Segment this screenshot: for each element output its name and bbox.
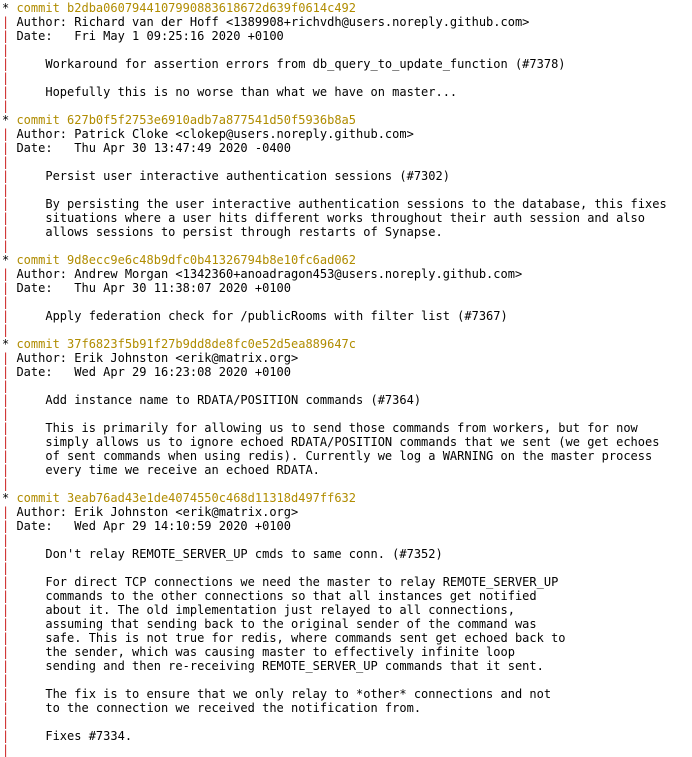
commit-date: Date: Wed Apr 29 14:10:59 2020 +0100 [9, 519, 291, 533]
commit-author-line [2, 127, 692, 141]
commit-message-line [2, 729, 692, 743]
commit-message-text: Apply federation check for /publicRooms with filter list (#7367) [9, 309, 508, 323]
graph-pipe: | [2, 183, 10, 197]
commit-header-line [2, 253, 692, 267]
graph-pipe: | [2, 617, 10, 631]
graph-node: * [2, 113, 17, 127]
commit-message-line [2, 547, 692, 561]
commit-message-line [2, 701, 692, 715]
commit-date-line [2, 281, 692, 295]
commit-date-line [2, 519, 692, 533]
commit-message-line [2, 197, 692, 211]
commit-hash: commit 37f6823f5b91f27b9dd8de8fc0e52d5ea889647c [16, 337, 357, 351]
commit-message-text: By persisting the user interactive authentication sessions to the database, this fixes [9, 197, 667, 211]
graph-pipe: | [2, 85, 10, 99]
graph-spacer-line [2, 407, 692, 421]
commit-header-line [2, 337, 692, 351]
commit-message-text: Don't relay REMOTE_SERVER_UP cmds to same conn. (#7352) [9, 547, 443, 561]
commit-message-text: situations where a user hits different works throughout their auth session and also [9, 211, 645, 225]
graph-pipe: | [2, 239, 10, 253]
commit-message-text: of sent commands when using redis). Currently we log a WARNING on the master process [9, 449, 653, 463]
graph-pipe: | [2, 379, 10, 393]
graph-spacer-line [2, 239, 692, 253]
commit-hash: commit 9d8ecc9e6c48b9dfc0b41326794b8e10fc6ad062 [16, 253, 357, 267]
graph-pipe: | [2, 267, 10, 281]
commit-message-text: This is primarily for allowing us to send those commands from workers, but for now [9, 421, 638, 435]
graph-spacer-line [2, 71, 692, 85]
graph-pipe: | [2, 309, 10, 323]
commit-message-line [2, 617, 692, 631]
commit-message-line [2, 309, 692, 323]
commit-hash: commit 3eab76ad43e1de4074550c468d11318d497ff632 [16, 491, 357, 505]
commit-message-text: Hopefully this is no worse than what we have on master... [9, 85, 458, 99]
graph-spacer-line [2, 183, 692, 197]
graph-pipe: | [2, 477, 10, 491]
graph-pipe: | [2, 463, 10, 477]
graph-pipe: | [2, 295, 10, 309]
graph-pipe: | [2, 533, 10, 547]
graph-pipe: | [2, 127, 10, 141]
graph-spacer-line [2, 155, 692, 169]
graph-node: * [2, 253, 17, 267]
commit-message-line [2, 449, 692, 463]
commit-message-text: Workaround for assertion errors from db_query_to_update_function (#7378) [9, 57, 566, 71]
commit-author: Author: Patrick Cloke <clokep@users.noreply.github.com> [9, 127, 414, 141]
graph-spacer-line [2, 323, 692, 337]
graph-pipe: | [2, 659, 10, 673]
commit-date: Date: Thu Apr 30 13:47:49 2020 -0400 [9, 141, 291, 155]
commit-message-text: assuming that sending back to the original sender of the command was [9, 617, 537, 631]
graph-pipe: | [2, 29, 10, 43]
graph-pipe: | [2, 547, 10, 561]
commit-author-line [2, 15, 692, 29]
commit-message-text: every time we receive an echoed RDATA. [9, 463, 320, 477]
graph-pipe: | [2, 603, 10, 617]
graph-spacer-line [2, 43, 692, 57]
graph-pipe: | [2, 71, 10, 85]
graph-pipe: | [2, 743, 10, 757]
graph-pipe: | [2, 351, 10, 365]
graph-pipe: | [2, 393, 10, 407]
commit-hash: commit b2dba0607944107990883618672d639f0614c492 [16, 1, 357, 15]
commit-message-text: Fixes #7334. [9, 729, 133, 743]
graph-pipe: | [2, 449, 10, 463]
commit-message-line [2, 645, 692, 659]
graph-spacer-line [2, 673, 692, 687]
graph-pipe: | [2, 323, 10, 337]
commit-message-line [2, 169, 692, 183]
commit-date-line [2, 29, 692, 43]
commit-message-line [2, 211, 692, 225]
commit-message-text: Add instance name to RDATA/POSITION commands (#7364) [9, 393, 422, 407]
graph-pipe: | [2, 645, 10, 659]
graph-spacer-line [2, 715, 692, 729]
commit-message-line [2, 575, 692, 589]
graph-pipe: | [2, 365, 10, 379]
commit-header-line [2, 113, 692, 127]
graph-spacer-line [2, 561, 692, 575]
commit-message-line [2, 435, 692, 449]
graph-pipe: | [2, 519, 10, 533]
commit-message-line [2, 85, 692, 99]
commit-date: Date: Wed Apr 29 16:23:08 2020 +0100 [9, 365, 291, 379]
commit-date: Date: Thu Apr 30 11:38:07 2020 +0100 [9, 281, 291, 295]
graph-node: * [2, 337, 17, 351]
commit-date-line [2, 141, 692, 155]
commit-message-text: simply allows us to ignore echoed RDATA/POSITION commands that we sent (we get echoes [9, 435, 660, 449]
commit-author: Author: Erik Johnston <erik@matrix.org> [9, 505, 299, 519]
graph-spacer-line [2, 743, 692, 757]
graph-pipe: | [2, 407, 10, 421]
commit-message-text: sending and then re-receiving REMOTE_SERVER_UP commands that it sent. [9, 659, 544, 673]
commit-header-line [2, 491, 692, 505]
graph-node: * [2, 1, 17, 15]
commit-hash: commit 627b0f5f2753e6910adb7a877541d50f5936b8a5 [16, 113, 357, 127]
graph-pipe: | [2, 225, 10, 239]
graph-spacer-line [2, 379, 692, 393]
commit-message-text: The fix is to ensure that we only relay to *other* connections and not [9, 687, 552, 701]
commit-author: Author: Richard van der Hoff <1389908+richvdh@users.noreply.github.com> [9, 15, 530, 29]
graph-pipe: | [2, 57, 10, 71]
commit-message-text: commands to the other connections so that all instances get notified [9, 589, 537, 603]
commit-message-text: to the connection we received the notification from. [9, 701, 422, 715]
graph-pipe: | [2, 561, 10, 575]
graph-pipe: | [2, 43, 10, 57]
graph-spacer-line [2, 533, 692, 547]
graph-pipe: | [2, 505, 10, 519]
commit-author-line [2, 351, 692, 365]
commit-message-line [2, 603, 692, 617]
commit-date: Date: Fri May 1 09:25:16 2020 +0100 [9, 29, 284, 43]
commit-message-text: the sender, which was causing master to effectively infinite loop [9, 645, 515, 659]
graph-pipe: | [2, 589, 10, 603]
graph-pipe: | [2, 211, 10, 225]
graph-pipe: | [2, 155, 10, 169]
graph-pipe: | [2, 631, 10, 645]
commit-message-text: For direct TCP connections we need the master to relay REMOTE_SERVER_UP [9, 575, 559, 589]
graph-node: * [2, 491, 17, 505]
commit-message-text: about it. The old implementation just relayed to all connections, [9, 603, 515, 617]
graph-pipe: | [2, 197, 10, 211]
graph-pipe: | [2, 99, 10, 113]
commit-message-text: allows sessions to persist through restarts of Synapse. [9, 225, 443, 239]
commit-author-line [2, 505, 692, 519]
commit-author: Author: Erik Johnston <erik@matrix.org> [9, 351, 299, 365]
commit-author-line [2, 267, 692, 281]
graph-pipe: | [2, 435, 10, 449]
commit-author: Author: Andrew Morgan <1342360+anoadragon453@users.noreply.github.com> [9, 267, 523, 281]
graph-spacer-line [2, 295, 692, 309]
commit-message-line [2, 687, 692, 701]
graph-pipe: | [2, 729, 10, 743]
graph-pipe: | [2, 281, 10, 295]
commit-message-line [2, 393, 692, 407]
commit-message-line [2, 225, 692, 239]
commit-message-line [2, 589, 692, 603]
graph-spacer-line [2, 477, 692, 491]
graph-pipe: | [2, 673, 10, 687]
commit-message-text: Persist user interactive authentication sessions (#7302) [9, 169, 450, 183]
commit-message-text: safe. This is not true for redis, where commands sent get echoed back to [9, 631, 566, 645]
graph-pipe: | [2, 421, 10, 435]
graph-pipe: | [2, 715, 10, 729]
graph-pipe: | [2, 15, 10, 29]
graph-pipe: | [2, 575, 10, 589]
commit-message-line [2, 631, 692, 645]
commit-header-line [2, 1, 692, 15]
commit-message-line [2, 659, 692, 673]
commit-message-line [2, 463, 692, 477]
graph-pipe: | [2, 701, 10, 715]
graph-pipe: | [2, 169, 10, 183]
commit-date-line [2, 365, 692, 379]
commit-message-line [2, 57, 692, 71]
graph-pipe: | [2, 687, 10, 701]
graph-spacer-line [2, 99, 692, 113]
graph-pipe: | [2, 141, 10, 155]
commit-message-line [2, 421, 692, 435]
